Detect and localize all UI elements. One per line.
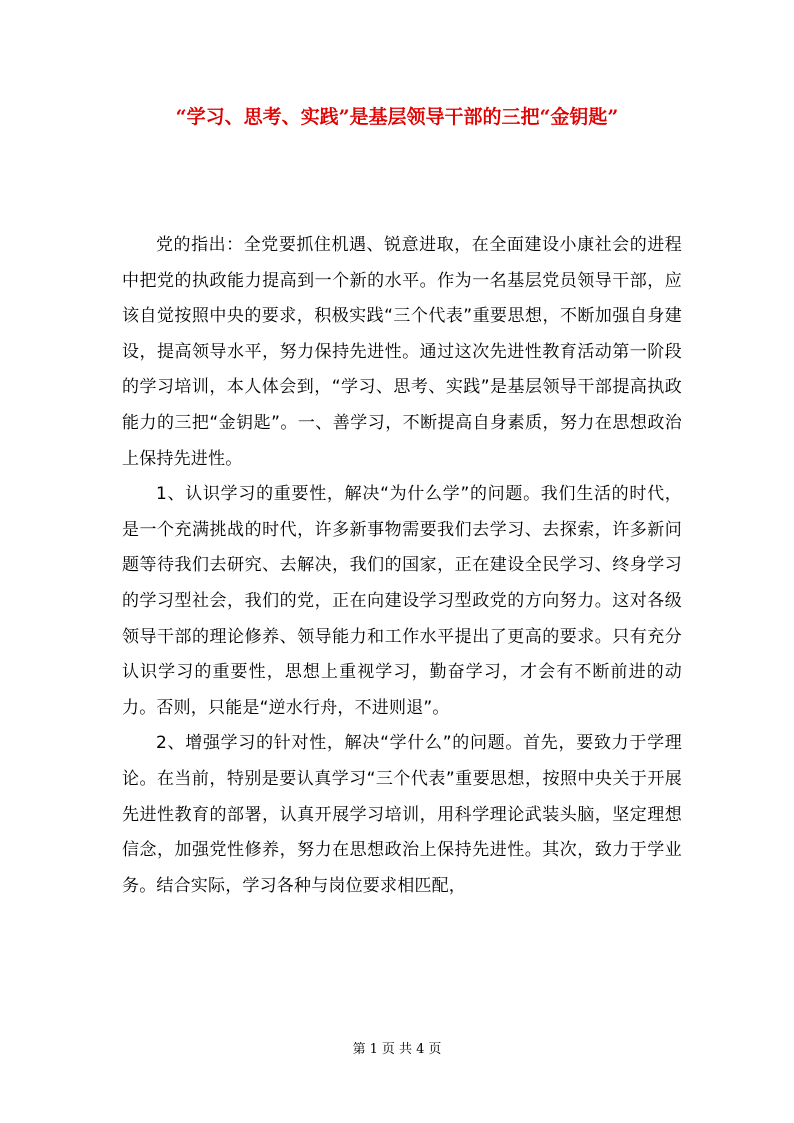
document-title: “学习、思考、实践”是基层领导干部的三把“金钥匙”: [175, 106, 619, 128]
paragraph-intro: 党的指出：全党要抓住机遇、锐意进取，在全面建设小康社会的进程中把党的执政能力提高到一个新的水平。作为一名基层党员领导干部，应该自觉按照中央的要求，积极实践“三个代表”重要思想，不断加强自身建设，提高领导水平，努力保持先进性。通过这次先进性教育活动第一阶段的学习培训，本人体会到，“学习、思考、实践”是基层领导干部提高执政能力的三把“金钥匙”。一、善学习，不断提高自身素质，努力在思想政治上保持先进性。: [122, 235, 682, 469]
current-page-number: 1: [369, 1042, 378, 1057]
paragraph-point-1: 1、认识学习的重要性，解决“为什么学”的问题。我们生活的时代，是一个充满挑战的时代，许多新事物需要我们去学习、去探索，许多新问题等待我们去研究、去解决，我们的国家，正在建设全民学习、终身学习的学习型社会，我们的党，正在向建设学习型政党的方向努力。这对各级领导干部的理论修养、领导能力和工作水平提出了更高的要求。只有充分认识学习的重要性，思想上重视学习，勤奋学习，才会有不断前进的动力。否则，只能是“逆水行舟，不进则退”。: [122, 484, 682, 718]
paragraph-point-2: 2、增强学习的针对性，解决“学什么”的问题。首先，要致力于学理论。在当前，特别是要认真学习“三个代表”重要思想，按照中央关于开展先进性教育的部署，认真开展学习培训，用科学理论武装头脑，坚定理想信念，加强党性修养，努力在思想政治上保持先进性。其次，致力于学业务。结合实际，学习各种与岗位要求相匹配，: [122, 733, 682, 896]
page-label-middle: 页 共: [381, 1042, 413, 1057]
page-label-suffix: 页: [428, 1042, 442, 1057]
document-body: [122, 228, 682, 904]
page-label-prefix: 第: [352, 1042, 366, 1057]
page-number-footer: [0, 1041, 794, 1059]
total-pages-number: 4: [416, 1042, 425, 1057]
